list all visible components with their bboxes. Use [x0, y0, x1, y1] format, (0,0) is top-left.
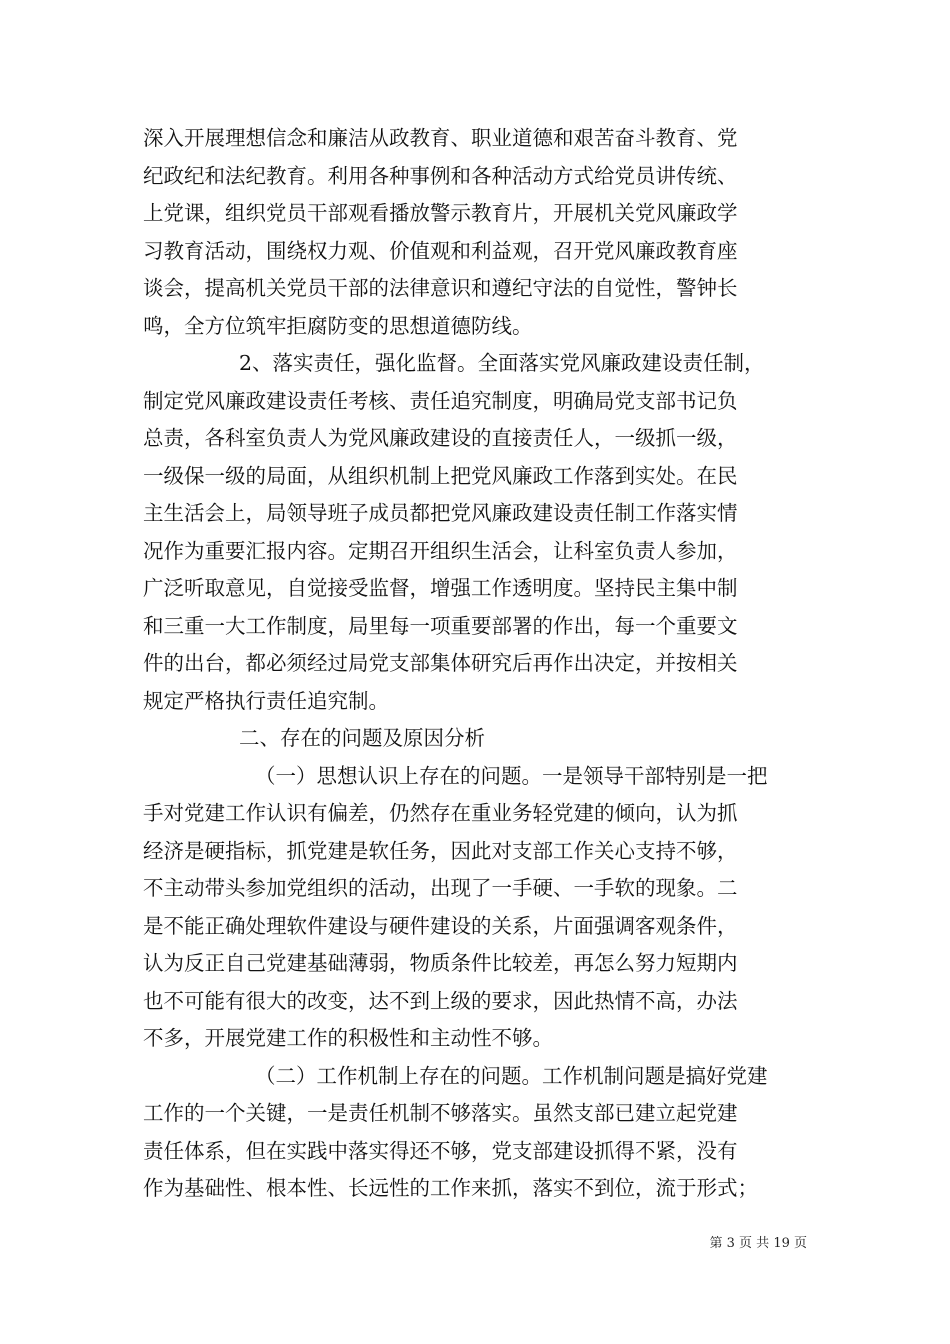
- text-line: 不主动带头参加党组织的活动，出现了一手硬、一手软的现象。二: [143, 876, 738, 900]
- text-line: 鸣，全方位筑牢拒腐防变的思想道德防线。: [143, 313, 533, 338]
- paragraph-heading-line: （二）工作机制上存在的问题。工作机制问题是搞好党建: [255, 1063, 768, 1088]
- text-line: 深入开展理想信念和廉洁从政教育、职业道德和艰苦奋斗教育、党: [143, 126, 738, 150]
- paragraph-heading-line: （一）思想认识上存在的问题。一是领导干部特别是一把: [255, 763, 768, 788]
- text-line: 认为反正自己党建基础薄弱，物质条件比较差，再怎么努力短期内: [143, 951, 738, 975]
- text-line: 是不能正确处理软件建设与硬件建设的关系，片面强调客观条件，: [143, 913, 738, 938]
- paragraph-heading-line: 2、落实责任，强化监督。全面落实党风廉政建设责任制，: [239, 351, 765, 375]
- text-line: 总责，各科室负责人为党风廉政建设的直接责任人，一级抓一级，: [143, 426, 738, 450]
- text-line: 作为基础性、根本性、长远性的工作来抓，落实不到位，流于形式；: [143, 1176, 758, 1200]
- text-line: 不多，开展党建工作的积极性和主动性不够。: [143, 1026, 553, 1050]
- text-line: 和三重一大工作制度，局里每一项重要部署的作出，每一个重要文: [143, 613, 738, 638]
- text-line: 经济是硬指标，抓党建是软任务，因此对支部工作关心支持不够，: [143, 838, 738, 863]
- text-line: 工作的一个关键，一是责任机制不够落实。虽然支部已建立起党建: [143, 1101, 738, 1125]
- text-line: 规定严格执行责任追究制。: [143, 688, 389, 713]
- text-line: 主生活会上，局领导班子成员都把党风廉政建设责任制工作落实情: [143, 501, 738, 525]
- text-line: 纪政纪和法纪教育。利用各种事例和各种活动方式给党员讲传统、: [143, 163, 738, 188]
- text-line: 责任体系，但在实践中落实得还不够，党支部建设抓得不紧，没有: [143, 1138, 738, 1163]
- text-line: 广泛听取意见，自觉接受监督，增强工作透明度。坚持民主集中制: [143, 576, 738, 600]
- text-line: 一级保一级的局面，从组织机制上把党风廉政工作落到实处。在民: [143, 463, 738, 488]
- text-line: 手对党建工作认识有偏差，仍然存在重业务轻党建的倾向，认为抓: [143, 801, 738, 825]
- document-body: [143, 120, 807, 1208]
- text-line: 上党课，组织党员干部观看播放警示教育片，开展机关党风廉政学: [143, 201, 738, 225]
- text-line: 习教育活动，围绕权力观、价值观和利益观，召开党风廉政教育座: [143, 238, 738, 263]
- page-number-footer: 第 3 页 共 19 页: [709, 1236, 807, 1251]
- text-line: 况作为重要汇报内容。定期召开组织生活会，让科室负责人参加，: [143, 538, 738, 563]
- text-line: 件的出台，都必须经过局党支部集体研究后再作出决定，并按相关: [143, 651, 738, 675]
- text-line: 谈会，提高机关党员干部的法律意识和遵纪守法的自觉性，警钟长: [143, 276, 738, 300]
- section-heading: 二、存在的问题及原因分析: [239, 726, 485, 750]
- text-line: 也不可能有很大的改变，达不到上级的要求，因此热情不高，办法: [143, 988, 738, 1013]
- text-line: 制定党风廉政建设责任考核、责任追究制度，明确局党支部书记负: [143, 388, 738, 413]
